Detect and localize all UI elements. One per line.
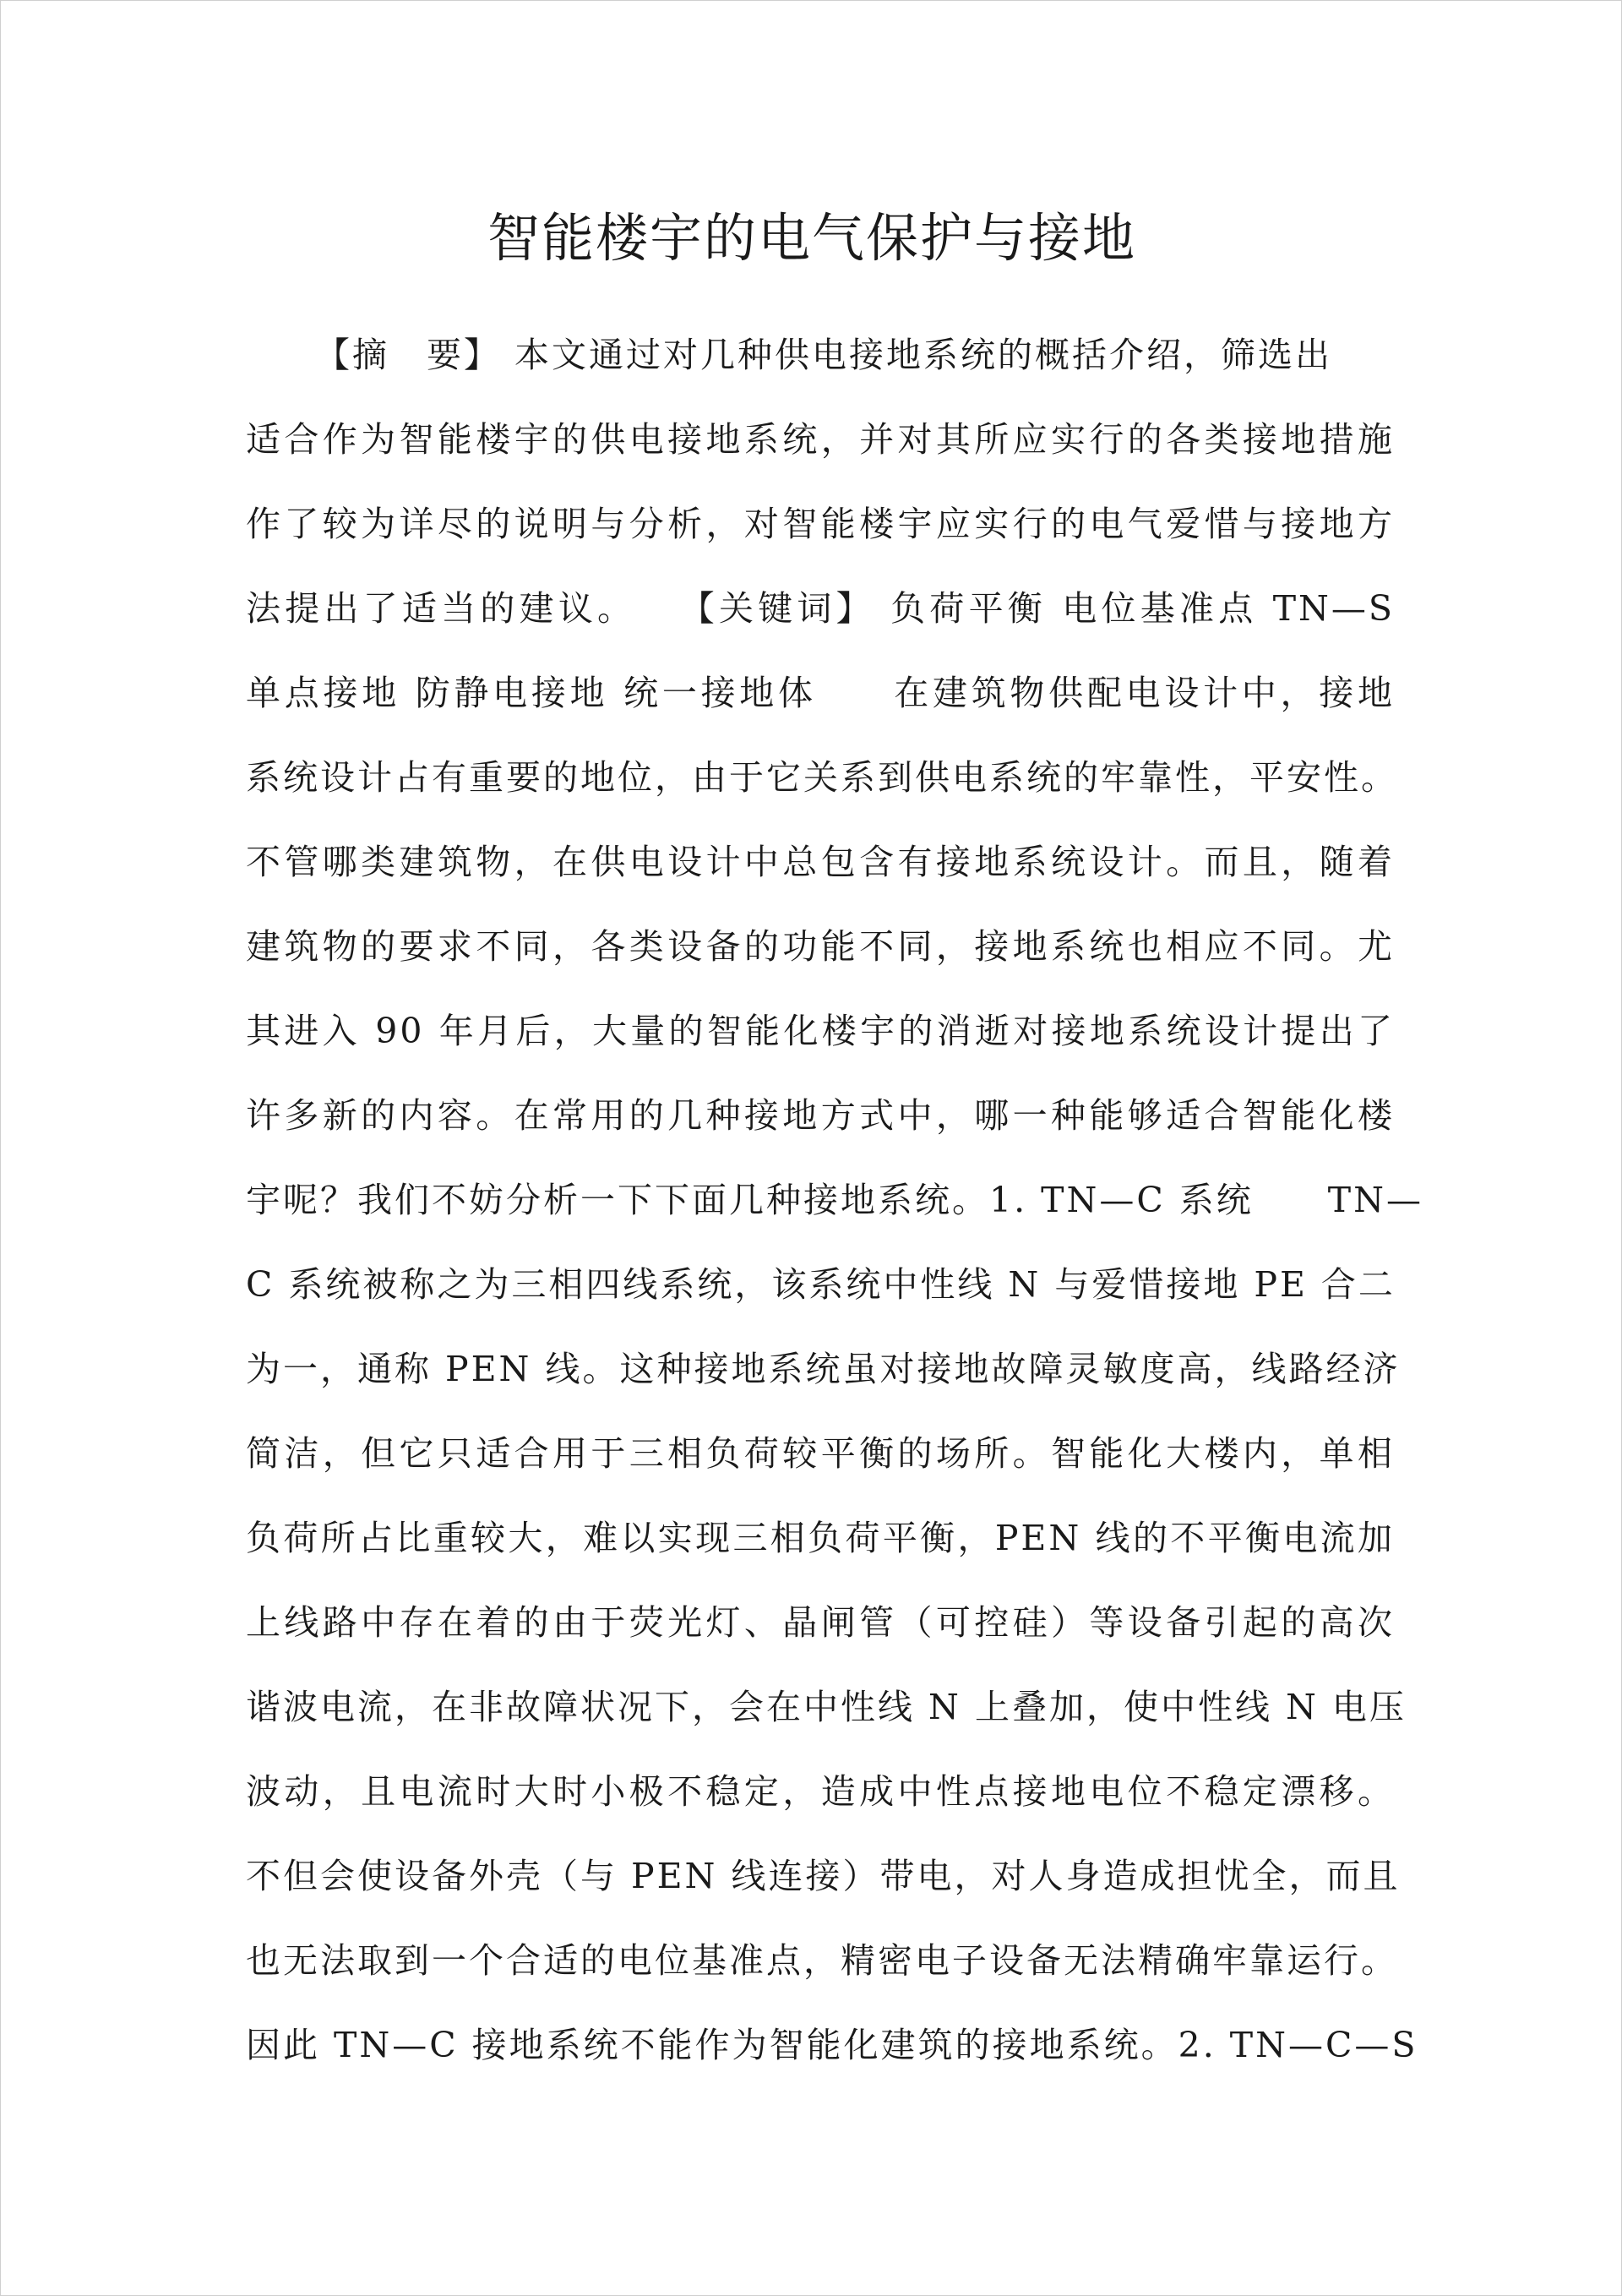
body-line: 其进入 90 年月后，大量的智能化楼宇的消逝对接地系统设计提出了 <box>246 1011 1395 1051</box>
body-line: 不但会使设备外壳（与 PEN 线连接）带电，对人身造成担忧全，而且 <box>246 1856 1401 1896</box>
body-line: 系统设计占有重要的地位，由于它关系到供电系统的牢靠性，平安性。 <box>246 757 1398 798</box>
body-line: 【摘 要】 本文通过对几种供电接地系统的概括介绍，筛选出 <box>315 335 1333 375</box>
body-line: C 系统被称之为三相四线系统，该系统中性线 N 与爱惜接地 PE 合二 <box>246 1264 1396 1305</box>
body-line: 也无法取到一个合适的电位基准点，精密电子设备无法精确牢靠运行。 <box>246 1940 1398 1981</box>
body-line: 许多新的内容。在常用的几种接地方式中，哪一种能够适合智能化楼 <box>246 1095 1395 1136</box>
body-line: 简洁，但它只适合用于三相负荷较平衡的场所。智能化大楼内，单相 <box>246 1433 1395 1474</box>
body-line: 为一，通称 PEN 线。这种接地系统虽对接地故障灵敏度高，线路经济 <box>246 1349 1401 1389</box>
body-line: 单点接地 防静电接地 统一接地体 在建筑物供配电设计中，接地 <box>246 673 1395 713</box>
body-line: 谐波电流，在非故障状况下，会在中性线 N 上叠加，使中性线 N 电压 <box>246 1687 1407 1727</box>
body-line: 宇呢？我们不妨分析一下下面几种接地系统。1. TN—C 系统 TN— <box>246 1180 1423 1220</box>
document-title: 智能楼宇的电气保护与接地 <box>487 207 1136 269</box>
body-line: 上线路中存在着的由于荧光灯、晶闸管（可控硅）等设备引起的高次 <box>246 1602 1395 1643</box>
body-line: 不管哪类建筑物，在供电设计中总包含有接地系统设计。而且，随着 <box>246 842 1395 882</box>
body-line: 波动，且电流时大时小极不稳定，造成中性点接地电位不稳定漂移。 <box>246 1771 1395 1812</box>
body-line: 适合作为智能楼宇的供电接地系统，并对其所应实行的各类接地措施 <box>246 419 1395 460</box>
body-line: 作了较为详尽的说明与分析，对智能楼宇应实行的电气爱惜与接地方 <box>246 504 1395 544</box>
body-line: 因此 TN—C 接地系统不能作为智能化建筑的接地系统。2. TN—C—S <box>246 2025 1418 2065</box>
document-body <box>246 313 1423 2087</box>
body-line: 建筑物的要求不同，各类设备的功能不同，接地系统也相应不同。尤 <box>246 926 1395 967</box>
body-line: 法提出了适当的建议。 【关键词】 负荷平衡 电位基准点 TN—S <box>246 588 1395 629</box>
body-line: 负荷所占比重较大，难以实现三相负荷平衡，PEN 线的不平衡电流加 <box>246 1518 1395 1558</box>
